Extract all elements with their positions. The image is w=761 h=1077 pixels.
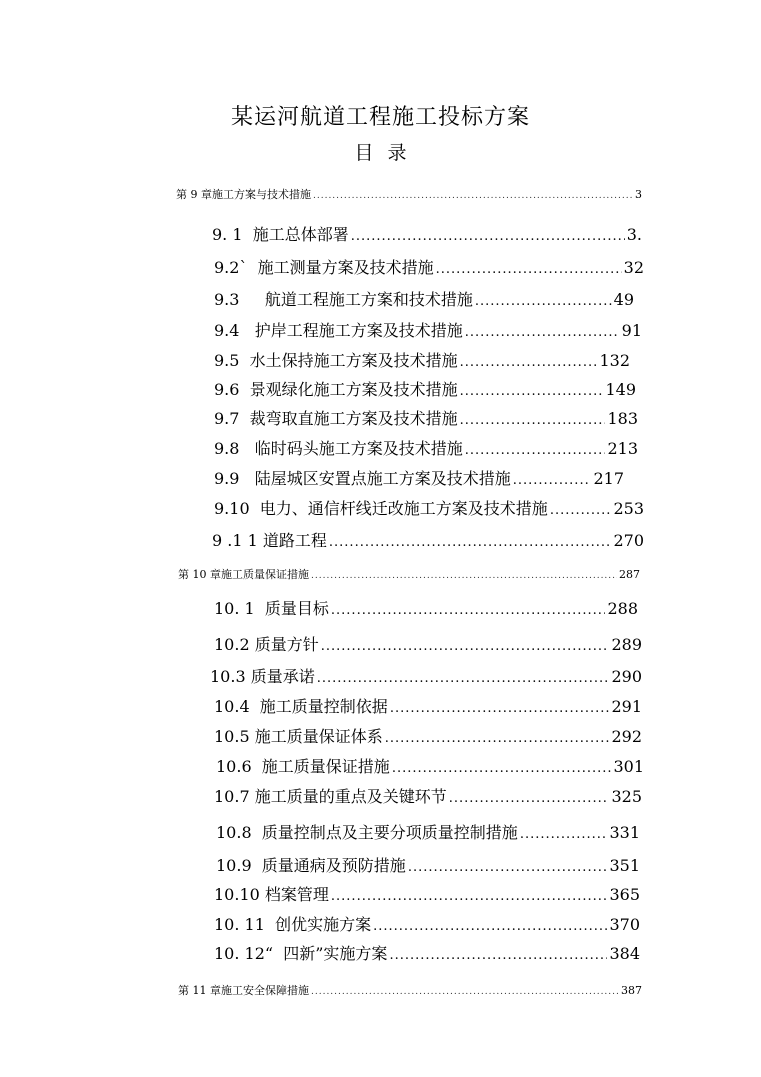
toc-leader [475, 294, 612, 309]
toc-entry-9-7 [214, 406, 638, 429]
toc-text: 创优实施方案 [275, 915, 372, 934]
toc-text: 景观绿化施工方案及技术措施 [249, 380, 458, 399]
toc-text: 施工总体部署 [252, 225, 349, 244]
toc-text: 四新”实施方案 [283, 944, 388, 963]
toc-num: 第 11 [178, 984, 210, 997]
toc-num: 10. 1 [214, 599, 265, 618]
toc-text: 档案管理 [264, 885, 329, 904]
toc-text: 水土保持施工方案及技术措施 [249, 351, 458, 370]
toc-entry-10-7 [214, 784, 642, 807]
toc-text: 施工质量的重点及关键环节 [254, 787, 447, 806]
toc-entry-10-3 [210, 664, 642, 687]
toc-text: 临时码头施工方案及技术措施 [254, 439, 463, 458]
toc-page: 325 [611, 787, 642, 806]
toc-chapter-9 [176, 186, 642, 202]
toc-leader [311, 571, 617, 581]
toc-num: 9.2` [214, 258, 258, 277]
toc-leader [311, 987, 619, 997]
toc-entry-9-9 [214, 466, 624, 489]
toc-entry-10-10 [214, 882, 640, 905]
toc-leader [550, 503, 612, 518]
toc-num: 9.10 [214, 499, 260, 518]
toc-text: 航道工程施工方案和技术措施 [264, 290, 473, 309]
toc-leader [329, 535, 612, 550]
toc-entry-9-5 [214, 348, 630, 371]
toc-num: 10.7 [214, 787, 255, 806]
toc-text: 裁弯取直施工方案及技术措施 [249, 409, 458, 428]
toc-entry-9-8 [214, 436, 638, 459]
toc-chapter-11 [178, 982, 642, 998]
toc-num: 10.3 [210, 667, 251, 686]
toc-text: 施工测量方案及技术措施 [257, 258, 434, 277]
toc-leader [513, 473, 592, 488]
toc-leader [385, 731, 610, 746]
toc-leader [390, 701, 610, 716]
toc-num: 10.8 [216, 823, 262, 842]
toc-num: 10. 11 [214, 915, 276, 934]
toc-text: 质量方针 [254, 635, 319, 654]
toc-text: 电力、通信杆线迁改施工方案及技术措施 [259, 499, 548, 518]
toc-num: 10.2 [214, 635, 255, 654]
toc-num: 第 9 [176, 188, 201, 201]
toc-page: 270 [613, 531, 644, 550]
toc-leader [331, 603, 606, 618]
toc-entry-9-1 [212, 222, 642, 245]
toc-text: 质量控制点及主要分项质量控制措施 [261, 823, 518, 842]
toc-leader [465, 443, 606, 458]
toc-page: 287 [619, 568, 640, 581]
toc-num: 10.9 [216, 856, 262, 875]
toc-num: 9.3 [214, 290, 265, 309]
toc-page: 301 [613, 757, 644, 776]
toc-leader [331, 889, 608, 904]
toc-leader [351, 229, 625, 244]
toc-leader [436, 262, 622, 277]
toc-num: 10.10 [214, 885, 265, 904]
toc-leader [465, 325, 620, 340]
toc-text: 施工质量保证措施 [261, 757, 390, 776]
toc-text: 道路工程 [262, 531, 327, 550]
toc-text: 护岸工程施工方案及技术措施 [254, 321, 463, 340]
toc-page: 289 [611, 635, 642, 654]
toc-page: 291 [611, 697, 642, 716]
toc-page: 149 [605, 380, 636, 399]
toc-text: 陆屋城区安置点施工方案及技术措施 [254, 469, 511, 488]
toc-page: 384 [609, 944, 640, 963]
toc-num: 9.9 [214, 469, 255, 488]
toc-text: 章施工安全保障措施 [210, 984, 309, 997]
toc-entry-9-4 [214, 318, 642, 341]
toc-text: 章施工质量保证措施 [210, 568, 309, 581]
toc-leader [373, 919, 607, 934]
toc-page: 292 [611, 727, 642, 746]
toc-entry-10-12 [214, 941, 640, 964]
document-subtitle: 目录 [354, 142, 421, 164]
toc-page: 370 [609, 915, 640, 934]
toc-leader [408, 860, 608, 875]
toc-leader [392, 761, 612, 776]
toc-entry-10-2 [214, 632, 642, 655]
toc-num: 9. 1 [212, 225, 253, 244]
toc-entry-10-8 [216, 820, 640, 843]
toc-leader [389, 948, 607, 963]
toc-text: 质量通病及预防措施 [261, 856, 406, 875]
toc-num: 9.5 [214, 351, 250, 370]
toc-page: 365 [609, 885, 640, 904]
toc-entry-9-2 [214, 255, 644, 278]
toc-leader [460, 384, 604, 399]
toc-entry-10-11 [214, 912, 640, 935]
toc-entry-10-6 [216, 754, 644, 777]
toc-page: 183 [607, 409, 638, 428]
toc-num: 9.8 [214, 439, 255, 458]
toc-page: 351 [609, 856, 640, 875]
toc-entry-9-10 [214, 496, 644, 519]
toc-page: 253 [613, 499, 644, 518]
toc-page: 217 [593, 469, 624, 488]
toc-page: 49 [613, 290, 634, 309]
toc-num: 10.6 [216, 757, 262, 776]
toc-leader [449, 791, 610, 806]
toc-entry-9-3 [214, 287, 634, 310]
toc-num: 10.5 [214, 727, 255, 746]
toc-leader [460, 413, 606, 428]
toc-num: 9 .1 1 [212, 531, 263, 550]
toc-text: 质量目标 [264, 599, 329, 618]
toc-text: 施工质量控制依据 [259, 697, 388, 716]
toc-page: 290 [611, 667, 642, 686]
toc-num: 9.7 [214, 409, 250, 428]
document-title: 某运河航道工程施工投标方案 [230, 105, 530, 130]
toc-page: 3. [626, 225, 642, 244]
toc-num: 9.4 [214, 321, 255, 340]
toc-num: 9.6 [214, 380, 250, 399]
toc-text: 施工质量保证体系 [254, 727, 383, 746]
toc-leader [313, 191, 633, 201]
toc-entry-10-9 [216, 853, 640, 876]
toc-entry-9-6 [214, 377, 636, 400]
toc-entry-10-1 [214, 596, 638, 619]
toc-leader [520, 827, 608, 842]
toc-num: 10. 12“ [214, 944, 284, 963]
toc-num: 10.4 [214, 697, 260, 716]
toc-text: 质量承诺 [250, 667, 315, 686]
toc-page: 32 [623, 258, 644, 277]
toc-entry-10-5 [214, 724, 642, 747]
toc-chapter-10 [178, 566, 640, 582]
toc-text: 章施工方案与技术措施 [201, 188, 311, 201]
toc-page: 331 [609, 823, 640, 842]
toc-page: 3 [635, 188, 642, 201]
toc-leader [321, 639, 610, 654]
toc-entry-10-4 [214, 694, 642, 717]
toc-leader [460, 355, 598, 370]
toc-leader [317, 671, 610, 686]
toc-page: 213 [607, 439, 638, 458]
toc-page: 288 [607, 599, 638, 618]
toc-page: 91 [621, 321, 642, 340]
toc-num: 第 10 [178, 568, 210, 581]
toc-page: 387 [621, 984, 642, 997]
toc-entry-9-11 [212, 528, 644, 551]
toc-page: 132 [599, 351, 630, 370]
